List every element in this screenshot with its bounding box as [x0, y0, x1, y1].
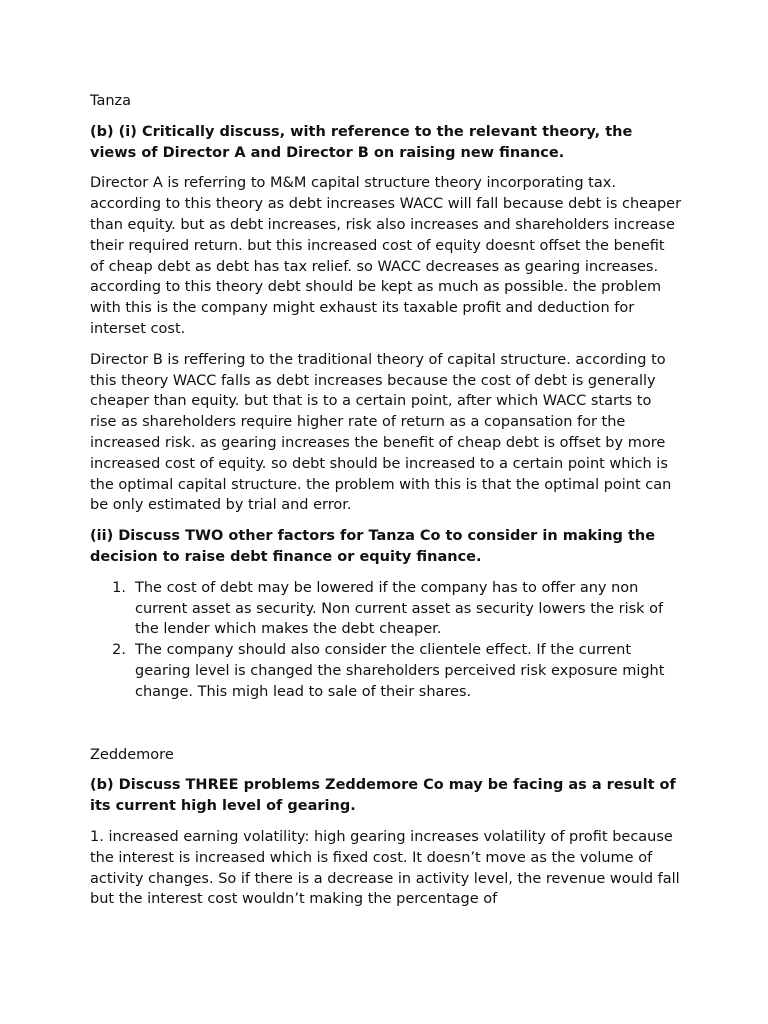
- list-item-text: The cost of debt may be lowered if the company has to offer any non current asset as security. Non current asset as security lowers the risk of the lender which makes the debt cheaper.: [135, 579, 664, 638]
- section-title-zeddemore: Zeddemore: [90, 746, 174, 763]
- section-spacer: [90, 703, 682, 745]
- paragraph-director-a: Director A is referring to M&M capital structure theory incorporating tax. according to this theory as debt increases WACC will fall because debt is cheaper than equity. but as debt increases, risk also increases and shareholders increase their required return. but this increased cost of equity doesnt offset the benefit of cheap debt as debt has tax relief. so WACC decreases as gearing increases. according to this theory debt should be kept as much as possible. the problem with this is the company might exhaust its taxable profit and deduction for interset cost.: [90, 175, 682, 337]
- question-b-zeddemore: (b) Discuss THREE problems Zeddemore Co may be facing as a result of its current high level of gearing.: [90, 777, 676, 815]
- list-item: [90, 640, 682, 702]
- paragraph-director-b: Director B is reffering to the traditional theory of capital structure. according to this theory WACC falls as debt increases because the cost of debt is generally cheaper than equity. but that is to a certain point, after which WACC starts to rise as shareholders require higher rate of return as a copansation for the increased risk. as gearing increases the benefit of cheap debt is offset by more increased cost of equity. so debt should be increased to a certain point which is the optimal capital structure. the problem with this is that the optimal point can be only estimated by trial and error.: [90, 351, 672, 514]
- list-item: [90, 578, 682, 640]
- question-ii: (ii) Discuss TWO other factors for Tanza Co to consider in making the decision to raise debt finance or equity finance.: [90, 528, 656, 565]
- list-item-text: The company should also consider the clientele effect. If the current gearing level is changed the shareholders perceived risk exposure might change. This migh lead to sale of their shares.: [135, 642, 665, 700]
- question-b-i: (b) (i) Critically discuss, with reference to the relevant theory, the views of Director A and Director B on raising new finance.: [90, 123, 633, 161]
- factors-list: [90, 578, 682, 703]
- list-number: 1.: [112, 579, 126, 596]
- list-number: 2.: [112, 642, 126, 659]
- document-page: [90, 91, 682, 920]
- paragraph-earning-volatility: 1. increased earning volatility: high gearing increases volatility of profit because the interest is increased which is fixed cost. It doesn’t move as the volume of activity changes. So if there is a decrease in activity level, the revenue would fall but the interest cost wouldn’t making the percentage of: [90, 828, 680, 908]
- section-title-tanza: Tanza: [90, 93, 132, 109]
